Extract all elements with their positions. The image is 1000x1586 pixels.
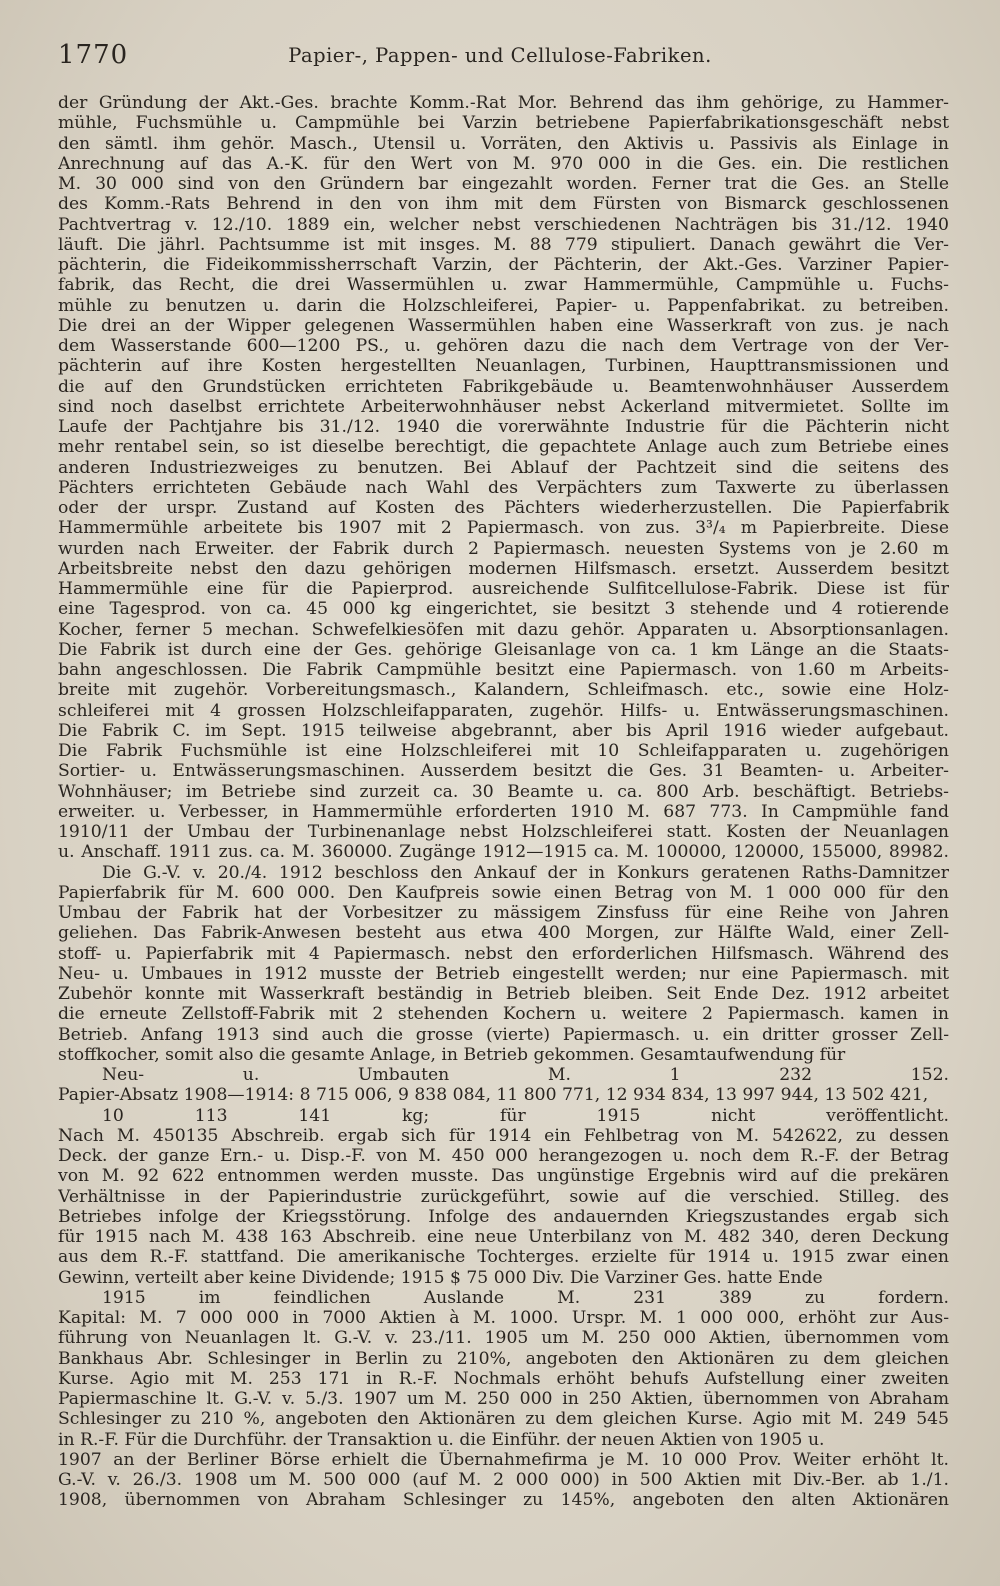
text-line: sind noch daselbst errichtete Arbeiterwohnhäuser nebst Ackerland mitvermietet. Sollte im [58,396,949,417]
text-line: des Komm.-Rats Behrend in den von ihm mit dem Fürsten von Bismarck geschlossenen [58,194,949,215]
text-line: Laufe der Pachtjahre bis 31./12. 1940 die vorerwähnte Industrie für die Pächterin nicht [58,417,949,437]
text-line: Wohnhäuser; im Betriebe sind zurzeit ca. 30 Beamte u. ca. 800 Arb. beschäftigt. Betriebs- [58,781,949,802]
text-line: eine Tagesprod. von ca. 45 000 kg eingerichtet, sie besitzt 3 stehende und 4 rotierende [58,599,949,620]
text-line: Papiermaschine lt. G.-V. v. 5./3. 1907 um M. 250 000 in 250 Aktien, übernommen von Abraham [58,1389,949,1409]
text-line: mühle, Fuchsmühle u. Campmühle bei Varzin betriebene Papierfabrikationsgeschäft nebst [58,113,949,134]
text-line: Papierfabrik für M. 600 000. Den Kaufpreis sowie einen Betrag von M. 1 000 000 für den [58,882,949,903]
text-line: G.-V. v. 26./3. 1908 um M. 500 000 (auf M. 2 000 000) in 500 Aktien mit Div.-Ber. ab 1./1. [58,1470,949,1490]
text-line: 10 113 141 kg; für 1915 nicht veröffentlicht. [102,1105,949,1126]
body-text [58,93,949,1511]
text-line: geliehen. Das Fabrik-Anwesen besteht aus etwa 400 Morgen, zur Hälfte Wald, einer Zell- [58,923,949,944]
text-line: Umbau der Fabrik hat der Vorbesitzer zu mässigem Zinsfuss für eine Reihe von Jahren [58,903,949,923]
text-line: läuft. Die jährl. Pachtsumme ist mit insges. M. 88 779 stipuliert. Danach gewährt die Ver- [58,234,949,255]
text-line: Gewinn, verteilt aber keine Dividende; 1915 $ 75 000 Div. Die Varziner Ges. hatte Ende [58,1267,823,1288]
text-line: den sämtl. ihm gehör. Masch., Utensil u. Vorräten, den Aktivis u. Passivis als Einlage in [58,133,949,154]
text-line: mühle zu benutzen u. darin die Holzschleiferei, Papier- u. Pappenfabrikat. zu betreiben. [58,295,949,316]
text-line: Kocher, ferner 5 mechan. Schwefelkiesöfen mit dazu gehör. Apparaten u. Absorptionsanlagen. [58,619,949,640]
text-line: Hammermühle eine für die Papierprod. ausreichende Sulfitcellulose-Fabrik. Diese ist für [58,579,949,599]
text-line: von M. 92 622 entnommen werden musste. Das ungünstige Ergebnis wird auf die prekären [58,1166,949,1187]
text-line: aus dem R.-F. stattfand. Die amerikanische Tochterges. erzielte für 1914 u. 1915 zwar einen [58,1247,949,1268]
text-line: fabrik, das Recht, die drei Wassermühlen u. zwar Hammermühle, Campmühle u. Fuchs- [58,275,949,296]
text-line: pächterin, die Fideikommissherrschaft Varzin, der Pächterin, der Akt.-Ges. Varziner Papier- [58,255,949,275]
text-line: Anrechnung auf das A.-K. für den Wert von M. 970 000 in die Ges. ein. Die restlichen [58,153,949,174]
text-line: Nach M. 450135 Abschreib. ergab sich für 1914 ein Fehlbetrag von M. 542622, zu dessen [58,1125,949,1146]
text-line: Sortier- u. Entwässerungsmaschinen. Ausserdem besitzt die Ges. 31 Beamten- u. Arbeiter- [58,761,949,782]
text-line: führung von Neuanlagen lt. G.-V. v. 23./11. 1905 um M. 250 000 Aktien, übernommen vom [58,1328,949,1349]
text-line: Pächters errichteten Gebäude nach Wahl des Verpächters zum Taxwerte zu überlassen [58,477,949,498]
text-line: 1907 an der Berliner Börse erhielt die Übernahmefirma je M. 10 000 Prov. Weiter erhöht lt. [58,1449,949,1470]
text-line: Deck. der ganze Ern.- u. Disp.-F. von M. 450 000 herangezogen u. noch dem R.-F. der Betrag [58,1146,949,1166]
text-line: stoff- u. Papierfabrik mit 4 Papiermasch. nebst den erforderlichen Hilfsmasch. Während des [58,943,949,964]
text-line: stoffkocher, somit also die gesamte Anlage, in Betrieb gekommen. Gesamtaufwendung für [58,1044,846,1065]
text-line: erweiter. u. Verbesser, in Hammermühle erforderten 1910 M. 687 773. In Campmühle fand [58,801,949,822]
text-line: Die Fabrik Fuchsmühle ist eine Holzschleiferei mit 10 Schleifapparaten u. zugehörigen [58,741,949,761]
text-line: M. 30 000 sind von den Gründern bar eingezahlt worden. Ferner trat die Ges. an Stelle [58,174,949,194]
page-number: 1770 [58,40,129,70]
text-line: Arbeitsbreite nebst den dazu gehörigen modernen Hilfsmasch. ersetzt. Ausserdem besitzt [58,558,949,579]
text-line: wurden nach Erweiter. der Fabrik durch 2 Papiermasch. neuesten Systems von je 2.60 m [58,538,949,559]
text-line: die erneute Zellstoff-Fabrik mit 2 stehenden Kochern u. weitere 2 Papiermasch. kamen in [58,1004,949,1025]
page-header [58,40,942,74]
text-line: die auf den Grundstücken errichteten Fabrikgebäude u. Beamtenwohnhäuser Ausserdem [58,376,949,397]
text-line: bahn angeschlossen. Die Fabrik Campmühle besitzt eine Papiermasch. von 1.60 m Arbeits- [58,660,949,680]
text-line: Betriebes infolge der Kriegsstörung. Infolge des andauernden Kriegszustandes ergab sich [58,1206,949,1227]
text-line: Pachtvertrag v. 12./10. 1889 ein, welcher nebst verschiedenen Nachträgen bis 31./12. 1940 [58,214,949,235]
text-line: Die drei an der Wipper gelegenen Wassermühlen haben eine Wasserkraft von zus. je nach [58,315,949,336]
text-line: oder der urspr. Zustand auf Kosten des Pächters wiederherzustellen. Die Papierfabrik [58,498,949,518]
text-line: Papier-Absatz 1908—1914: 8 715 006, 9 838 084, 11 800 771, 12 934 834, 13 997 944, 13 502 421, [58,1085,929,1106]
text-line: mehr rentabel sein, so ist dieselbe berechtigt, die gepachtete Anlage auch zum Betriebe eines [58,437,949,458]
text-line: schleiferei mit 4 grossen Holzschleifapparaten, zugehör. Hilfs- u. Entwässerungsmaschinen. [58,700,949,721]
text-line: 1910/11 der Umbau der Turbinenanlage nebst Holzschleiferei statt. Kosten der Neuanlagen [58,822,949,842]
text-line: Neu- u. Umbauten M. 1 232 152. [102,1065,949,1085]
text-line: 1908, übernommen von Abraham Schlesinger zu 145%, angeboten den alten Aktionären [58,1490,949,1511]
text-line: 1915 im feindlichen Auslande M. 231 389 zu fordern. [102,1287,949,1308]
text-line: Hammermühle arbeitete bis 1907 mit 2 Papiermasch. von zus. 3³/₄ m Papierbreite. Diese [58,518,949,539]
text-line: Betrieb. Anfang 1913 sind auch die grosse (vierte) Papiermasch. u. ein dritter grosser Zell- [58,1024,949,1045]
text-line: der Gründung der Akt.-Ges. brachte Komm.-Rat Mor. Behrend das ihm gehörige, zu Hammer- [58,93,949,113]
text-line: breite mit zugehör. Vorbereitungsmasch., Kalandern, Schleifmasch. etc., sowie eine Holz- [58,680,949,701]
text-line: Die G.-V. v. 20./4. 1912 beschloss den Ankauf der in Konkurs geratenen Raths-Damnitzer [102,862,949,883]
running-title: Papier-, Pappen- und Cellulose-Fabriken. [288,44,712,67]
text-line: Kurse. Agio mit M. 253 171 in R.-F. Nochmals erhöht behufs Aufstellung einer zweiten [58,1368,949,1389]
text-line: Neu- u. Umbaues in 1912 musste der Betrieb eingestellt werden; nur eine Papiermasch. mit [58,963,949,984]
text-line: Die Fabrik ist durch eine der Ges. gehörige Gleisanlage von ca. 1 km Länge an die Staats- [58,639,949,660]
text-line: Verhältnisse in der Papierindustrie zurückgeführt, sowie auf die verschied. Stilleg. des [58,1186,949,1207]
text-line: anderen Industriezweiges zu benutzen. Bei Ablauf der Pachtzeit sind die seitens des [58,457,949,478]
text-line: dem Wasserstande 600—1200 PS., u. gehören dazu die nach dem Vertrage von der Ver- [58,336,949,356]
text-line: Kapital: M. 7 000 000 in 7000 Aktien à M. 1000. Urspr. M. 1 000 000, erhöht zur Aus- [58,1308,949,1328]
text-line: in R.-F. Für die Durchführ. der Transaktion u. die Einführ. der neuen Aktien von 1905 u. [58,1429,825,1450]
text-line: Zubehör konnte mit Wasserkraft beständig in Betrieb bleiben. Seit Ende Dez. 1912 arbeitet [58,984,949,1004]
text-line: pächterin auf ihre Kosten hergestellten Neuanlagen, Turbinen, Haupttransmissionen und [58,356,949,377]
text-line: Bankhaus Abr. Schlesinger in Berlin zu 210%, angeboten den Aktionären zu dem gleichen [58,1348,949,1369]
text-line: Schlesinger zu 210 %, angeboten den Aktionären zu dem gleichen Kurse. Agio mit M. 249 545 [58,1409,949,1430]
text-line: u. Anschaff. 1911 zus. ca. M. 360000. Zugänge 1912—1915 ca. M. 100000, 120000, 155000, 89982. [58,842,949,863]
text-line: Die Fabrik C. im Sept. 1915 teilweise abgebrannt, aber bis April 1916 wieder aufgebaut. [58,720,949,741]
text-line: für 1915 nach M. 438 163 Abschreib. eine neue Unterbilanz von M. 482 340, deren Deckung [58,1227,949,1247]
